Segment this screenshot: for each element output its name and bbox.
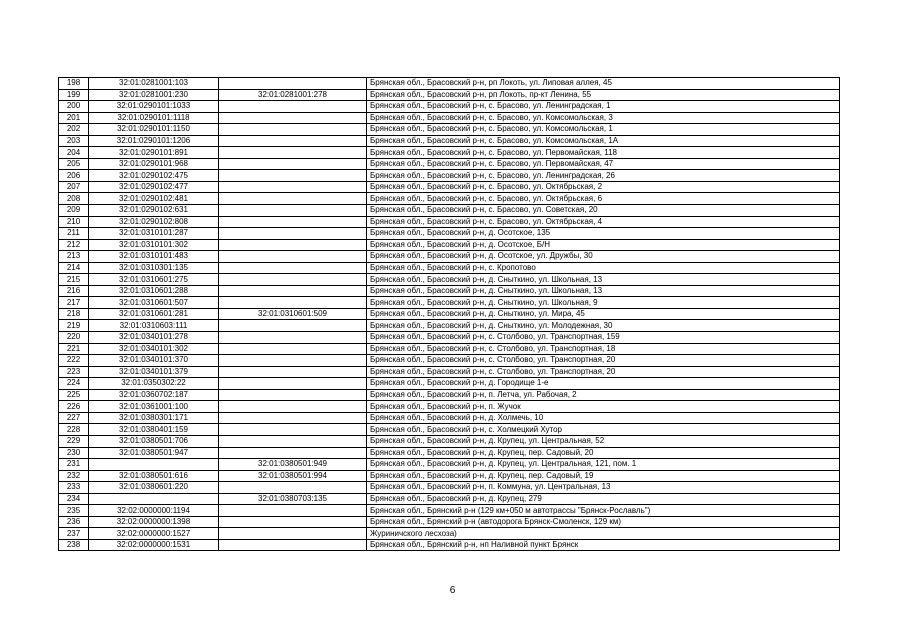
row-number-cell: 206 — [59, 170, 89, 182]
cadastral-number-cell: 32:01:0340101:278 — [89, 332, 219, 344]
table-row — [59, 124, 840, 136]
table-row — [59, 493, 840, 505]
row-number-cell: 237 — [59, 528, 89, 540]
cadastral-number-cell: 32:02:0000000:1527 — [89, 528, 219, 540]
related-cadastral-number-cell — [219, 412, 367, 424]
cadastral-number-cell: 32:01:0290102:475 — [89, 170, 219, 182]
table-row — [59, 216, 840, 228]
address-cell: Брянская обл., Брасовский р-н, с. Брасово, ул. Ленинградская, 26 — [367, 170, 840, 182]
cadastral-number-cell: 32:01:0290102:808 — [89, 216, 219, 228]
address-cell: Брянская обл., Брасовский р-н, с. Брасово, ул. Комсомольская, 1А — [367, 135, 840, 147]
related-cadastral-number-cell — [219, 401, 367, 413]
cadastral-number-cell: 32:01:0310101:302 — [89, 239, 219, 251]
table-row — [59, 447, 840, 459]
address-cell: Брянская обл., Брасовский р-н, рп Локоть, ул. Липовая аллея, 45 — [367, 78, 840, 90]
cadastral-number-cell: 32:01:0380501:616 — [89, 470, 219, 482]
row-number-cell: 229 — [59, 435, 89, 447]
related-cadastral-number-cell — [219, 181, 367, 193]
cadastral-number-cell — [89, 459, 219, 471]
table-row — [59, 516, 840, 528]
cadastral-number-cell: 32:01:0380301:171 — [89, 412, 219, 424]
related-cadastral-number-cell — [219, 320, 367, 332]
cadastral-table — [58, 77, 840, 551]
row-number-cell: 232 — [59, 470, 89, 482]
table-row — [59, 435, 840, 447]
cadastral-number-cell: 32:01:0310101:287 — [89, 228, 219, 240]
row-number-cell: 230 — [59, 447, 89, 459]
table-row — [59, 89, 840, 101]
address-cell: Брянская обл., Брасовский р-н, д. Крупец, 279 — [367, 493, 840, 505]
table-row — [59, 285, 840, 297]
table-row — [59, 205, 840, 217]
related-cadastral-number-cell — [219, 274, 367, 286]
table-row — [59, 135, 840, 147]
related-cadastral-number-cell — [219, 424, 367, 436]
cadastral-table-body — [59, 78, 840, 551]
address-cell: Брянская обл., Брасовский р-н, с. Брасово, ул. Октябрьская, 2 — [367, 181, 840, 193]
cadastral-number-cell: 32:01:0281001:103 — [89, 78, 219, 90]
address-cell: Брянская обл., Брасовский р-н, п. Летча, ул. Рабочая, 2 — [367, 389, 840, 401]
cadastral-number-cell: 32:01:0310601:281 — [89, 308, 219, 320]
row-number-cell: 231 — [59, 459, 89, 471]
table-row — [59, 297, 840, 309]
related-cadastral-number-cell — [219, 482, 367, 494]
address-cell: Брянская обл., Брасовский р-н, д. Осотское, Б/Н — [367, 239, 840, 251]
related-cadastral-number-cell — [219, 285, 367, 297]
cadastral-number-cell: 32:01:0340101:370 — [89, 355, 219, 367]
cadastral-number-cell: 32:01:0290101:968 — [89, 158, 219, 170]
row-number-cell: 224 — [59, 378, 89, 390]
address-cell: Брянская обл., Брасовский р-н, с. Брасово, ул. Октябрьская, 6 — [367, 193, 840, 205]
row-number-cell: 199 — [59, 89, 89, 101]
related-cadastral-number-cell — [219, 101, 367, 113]
table-row — [59, 332, 840, 344]
table-row — [59, 401, 840, 413]
related-cadastral-number-cell — [219, 193, 367, 205]
address-cell: Брянская обл., Брасовский р-н, д. Осотское, 135 — [367, 228, 840, 240]
table-row — [59, 482, 840, 494]
address-cell: Брянская обл., Брасовский р-н, с. Столбово, ул. Транспортная, 18 — [367, 343, 840, 355]
table-row — [59, 193, 840, 205]
related-cadastral-number-cell — [219, 343, 367, 355]
address-cell: Брянская обл., Брасовский р-н, д. Сныткино, ул. Молодежная, 30 — [367, 320, 840, 332]
cadastral-number-cell: 32:01:0380401:159 — [89, 424, 219, 436]
row-number-cell: 203 — [59, 135, 89, 147]
related-cadastral-number-cell — [219, 528, 367, 540]
row-number-cell: 234 — [59, 493, 89, 505]
row-number-cell: 227 — [59, 412, 89, 424]
table-row — [59, 412, 840, 424]
related-cadastral-number-cell — [219, 389, 367, 401]
table-row — [59, 101, 840, 113]
address-cell: Брянская обл., Брасовский р-н, д. Городище 1-е — [367, 378, 840, 390]
row-number-cell: 210 — [59, 216, 89, 228]
related-cadastral-number-cell — [219, 147, 367, 159]
cadastral-number-cell: 32:02:0000000:1194 — [89, 505, 219, 517]
address-cell: Брянская обл., Брасовский р-н, с. Брасово, ул. Первомайская, 118 — [367, 147, 840, 159]
table-row — [59, 78, 840, 90]
table-row — [59, 343, 840, 355]
address-cell: Брянская обл., Брянский р-н (автодорога Брянск-Смоленск, 129 км) — [367, 516, 840, 528]
row-number-cell: 208 — [59, 193, 89, 205]
related-cadastral-number-cell — [219, 251, 367, 263]
related-cadastral-number-cell — [219, 78, 367, 90]
address-cell: Брянская обл., Брасовский р-н, с. Брасово, ул. Ленинградская, 1 — [367, 101, 840, 113]
address-cell: Брянская обл., Брасовский р-н, с. Столбово, ул. Транспортная, 20 — [367, 355, 840, 367]
cadastral-number-cell: 32:01:0290101:1206 — [89, 135, 219, 147]
table-row — [59, 378, 840, 390]
row-number-cell: 213 — [59, 251, 89, 263]
address-cell: Брянская обл., Брасовский р-н, рп Локоть, пр-кт Ленина, 55 — [367, 89, 840, 101]
related-cadastral-number-cell — [219, 332, 367, 344]
row-number-cell: 221 — [59, 343, 89, 355]
row-number-cell: 212 — [59, 239, 89, 251]
table-row — [59, 147, 840, 159]
cadastral-number-cell: 32:01:0281001:230 — [89, 89, 219, 101]
related-cadastral-number-cell — [219, 228, 367, 240]
address-cell: Брянская обл., Брянский р-н, нп Наливной пункт Брянск — [367, 539, 840, 551]
related-cadastral-number-cell — [219, 158, 367, 170]
address-cell: Брянская обл., Брасовский р-н, с. Брасово, ул. Октябрьская, 4 — [367, 216, 840, 228]
table-row — [59, 320, 840, 332]
cadastral-number-cell: 32:01:0290101:1150 — [89, 124, 219, 136]
cadastral-number-cell: 32:01:0290102:631 — [89, 205, 219, 217]
row-number-cell: 217 — [59, 297, 89, 309]
address-cell: Брянская обл., Брасовский р-н, д. Крупец, ул. Центральная, 121, пом. 1 — [367, 459, 840, 471]
table-row — [59, 308, 840, 320]
cadastral-number-cell: 32:01:0290102:477 — [89, 181, 219, 193]
related-cadastral-number-cell: 32:01:0380501:994 — [219, 470, 367, 482]
cadastral-number-cell: 32:01:0360702:187 — [89, 389, 219, 401]
address-cell: Брянская обл., Брасовский р-н, д. Крупец, пер. Садовый, 19 — [367, 470, 840, 482]
table-row — [59, 112, 840, 124]
address-cell: Брянская обл., Брасовский р-н, д. Сныткино, ул. Школьная, 13 — [367, 285, 840, 297]
row-number-cell: 207 — [59, 181, 89, 193]
cadastral-number-cell: 32:01:0350302:22 — [89, 378, 219, 390]
address-cell: Брянская обл., Брасовский р-н, с. Столбово, ул. Транспортная, 159 — [367, 332, 840, 344]
table-row — [59, 505, 840, 517]
row-number-cell: 200 — [59, 101, 89, 113]
row-number-cell: 235 — [59, 505, 89, 517]
cadastral-number-cell: 32:01:0310603:111 — [89, 320, 219, 332]
row-number-cell: 218 — [59, 308, 89, 320]
row-number-cell: 226 — [59, 401, 89, 413]
table-row — [59, 470, 840, 482]
table-row — [59, 158, 840, 170]
row-number-cell: 233 — [59, 482, 89, 494]
row-number-cell: 225 — [59, 389, 89, 401]
related-cadastral-number-cell — [219, 297, 367, 309]
table-row — [59, 528, 840, 540]
address-cell: Брянская обл., Брасовский р-н, д. Сныткино, ул. Школьная, 13 — [367, 274, 840, 286]
address-cell: Брянская обл., Брасовский р-н, с. Холмецкий Хутор — [367, 424, 840, 436]
address-cell: Брянская обл., Брасовский р-н, д. Осотское, ул. Дружбы, 30 — [367, 251, 840, 263]
cadastral-number-cell: 32:01:0310301:135 — [89, 262, 219, 274]
related-cadastral-number-cell: 32:01:0310601:509 — [219, 308, 367, 320]
table-row — [59, 239, 840, 251]
address-cell: Брянская обл., Брасовский р-н, п. Жучок — [367, 401, 840, 413]
row-number-cell: 236 — [59, 516, 89, 528]
related-cadastral-number-cell — [219, 135, 367, 147]
cadastral-number-cell: 32:01:0290102:481 — [89, 193, 219, 205]
address-cell: Брянская обл., Брасовский р-н, с. Столбово, ул. Транспортная, 20 — [367, 366, 840, 378]
related-cadastral-number-cell — [219, 262, 367, 274]
related-cadastral-number-cell — [219, 355, 367, 367]
address-cell: Брянская обл., Брасовский р-н, с. Брасово, ул. Комсомольская, 3 — [367, 112, 840, 124]
related-cadastral-number-cell: 32:01:0281001:278 — [219, 89, 367, 101]
row-number-cell: 238 — [59, 539, 89, 551]
address-cell: Брянская обл., Брасовский р-н, с. Брасово, ул. Комсомольская, 1 — [367, 124, 840, 136]
row-number-cell: 223 — [59, 366, 89, 378]
row-number-cell: 220 — [59, 332, 89, 344]
table-row — [59, 389, 840, 401]
row-number-cell: 216 — [59, 285, 89, 297]
row-number-cell: 209 — [59, 205, 89, 217]
row-number-cell: 215 — [59, 274, 89, 286]
address-cell: Брянская обл., Брянский р-н (129 км+050 м автотрассы "Брянск-Рославль") — [367, 505, 840, 517]
address-cell: Брянская обл., Брасовский р-н, д. Сныткино, ул. Мира, 45 — [367, 308, 840, 320]
related-cadastral-number-cell — [219, 378, 367, 390]
table-row — [59, 424, 840, 436]
related-cadastral-number-cell — [219, 516, 367, 528]
address-cell: Брянская обл., Брасовский р-н, с. Брасово, ул. Первомайская, 47 — [367, 158, 840, 170]
table-row — [59, 170, 840, 182]
address-cell: Брянская обл., Брасовский р-н, д. Крупец, ул. Центральная, 52 — [367, 435, 840, 447]
related-cadastral-number-cell — [219, 170, 367, 182]
cadastral-number-cell: 32:01:0290101:891 — [89, 147, 219, 159]
page-number: 6 — [449, 585, 456, 596]
table-row — [59, 274, 840, 286]
row-number-cell: 219 — [59, 320, 89, 332]
table-row — [59, 459, 840, 471]
related-cadastral-number-cell — [219, 447, 367, 459]
row-number-cell: 198 — [59, 78, 89, 90]
related-cadastral-number-cell — [219, 112, 367, 124]
related-cadastral-number-cell — [219, 539, 367, 551]
row-number-cell: 222 — [59, 355, 89, 367]
related-cadastral-number-cell — [219, 435, 367, 447]
table-row — [59, 181, 840, 193]
row-number-cell: 228 — [59, 424, 89, 436]
table-row — [59, 251, 840, 263]
cadastral-number-cell: 32:01:0310601:275 — [89, 274, 219, 286]
cadastral-number-cell: 32:02:0000000:1531 — [89, 539, 219, 551]
cadastral-number-cell: 32:01:0290101:1033 — [89, 101, 219, 113]
related-cadastral-number-cell — [219, 205, 367, 217]
related-cadastral-number-cell: 32:01:0380703:135 — [219, 493, 367, 505]
cadastral-number-cell: 32:01:0361001:100 — [89, 401, 219, 413]
related-cadastral-number-cell — [219, 505, 367, 517]
address-cell: Брянская обл., Брасовский р-н, с. Кропотово — [367, 262, 840, 274]
row-number-cell: 214 — [59, 262, 89, 274]
table-row — [59, 262, 840, 274]
cadastral-number-cell: 32:01:0380501:947 — [89, 447, 219, 459]
related-cadastral-number-cell — [219, 216, 367, 228]
row-number-cell: 205 — [59, 158, 89, 170]
related-cadastral-number-cell: 32:01:0380501:949 — [219, 459, 367, 471]
related-cadastral-number-cell — [219, 239, 367, 251]
cadastral-number-cell: 32:01:0340101:379 — [89, 366, 219, 378]
table-row — [59, 355, 840, 367]
address-cell: Брянская обл., Брасовский р-н, д. Крупец, пер. Садовый, 20 — [367, 447, 840, 459]
cadastral-number-cell: 32:01:0310601:288 — [89, 285, 219, 297]
table-row — [59, 539, 840, 551]
cadastral-number-cell: 32:01:0380601:220 — [89, 482, 219, 494]
cadastral-number-cell: 32:01:0340101:302 — [89, 343, 219, 355]
cadastral-number-cell: 32:01:0310101:483 — [89, 251, 219, 263]
related-cadastral-number-cell — [219, 124, 367, 136]
cadastral-number-cell: 32:01:0380501:706 — [89, 435, 219, 447]
cadastral-number-cell: 32:02:0000000:1398 — [89, 516, 219, 528]
related-cadastral-number-cell — [219, 366, 367, 378]
cadastral-number-cell: 32:01:0290101:1118 — [89, 112, 219, 124]
address-cell: Брянская обл., Брасовский р-н, д. Холмечь, 10 — [367, 412, 840, 424]
row-number-cell: 211 — [59, 228, 89, 240]
cadastral-number-cell — [89, 493, 219, 505]
row-number-cell: 204 — [59, 147, 89, 159]
row-number-cell: 202 — [59, 124, 89, 136]
table-row — [59, 366, 840, 378]
table-row — [59, 228, 840, 240]
row-number-cell: 201 — [59, 112, 89, 124]
address-cell: Журиничского лесхоза) — [367, 528, 840, 540]
cadastral-number-cell: 32:01:0310601:507 — [89, 297, 219, 309]
address-cell: Брянская обл., Брасовский р-н, п. Коммуна, ул. Центральная, 13 — [367, 482, 840, 494]
address-cell: Брянская обл., Брасовский р-н, д. Сныткино, ул. Школьная, 9 — [367, 297, 840, 309]
address-cell: Брянская обл., Брасовский р-н, с. Брасово, ул. Советская, 20 — [367, 205, 840, 217]
